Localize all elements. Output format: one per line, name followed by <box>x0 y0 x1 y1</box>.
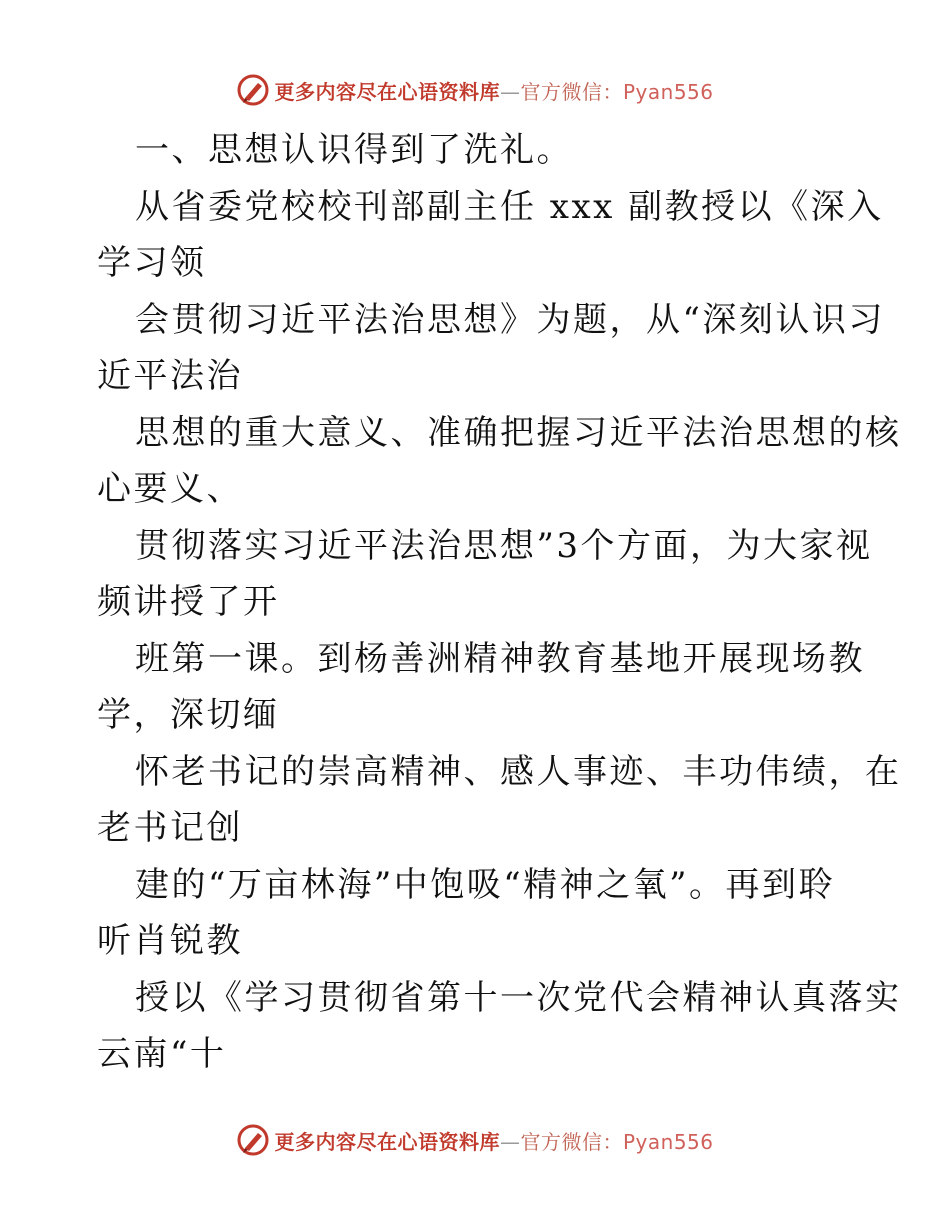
text-line: 近平法治 <box>97 356 243 396</box>
text-line: 老书记创 <box>97 808 243 848</box>
pen-logo-icon <box>236 73 270 107</box>
text-line: 建的“万亩林海”中饱吸“精神之氧”。再到聆 <box>135 864 836 905</box>
text-line: 学习领 <box>97 243 207 283</box>
text-line: 云南“十 <box>97 1034 227 1074</box>
text-line: 学，深切缅 <box>97 695 280 735</box>
watermark-text: 更多内容尽在心语资料库—官方微信：Pyan556 <box>274 1129 714 1154</box>
pen-logo-icon <box>236 1123 270 1157</box>
watermark-text: 更多内容尽在心语资料库—官方微信：Pyan556 <box>274 79 714 104</box>
text-line: 从省委党校校刊部副主任 xxx 副教授以《深入 <box>135 186 884 227</box>
text-line: 会贯彻习近平法治思想》为题，从“深刻认识习 <box>135 299 885 340</box>
document-body <box>97 122 902 1083</box>
text-line: 怀老书记的崇高精神、感人事迹、丰功伟绩，在 <box>135 751 902 792</box>
footer-watermark <box>0 1120 950 1160</box>
text-line: 贯彻落实习近平法治思想”3个方面，为大家视 <box>135 525 873 566</box>
text-line: 听肖锐教 <box>97 921 243 961</box>
text-line: 授以《学习贯彻省第十一次党代会精神认真落实 <box>135 977 902 1018</box>
text-line: 一、思想认识得到了洗礼。 <box>135 130 573 170</box>
text-line: 班第一课。到杨善洲精神教育基地开展现场教 <box>135 638 865 679</box>
text-line: 思想的重大意义、准确把握习近平法治思想的核 <box>135 412 902 453</box>
header-watermark <box>0 70 950 110</box>
text-line: 频讲授了开 <box>97 582 280 622</box>
text-line: 心要义、 <box>97 469 243 509</box>
